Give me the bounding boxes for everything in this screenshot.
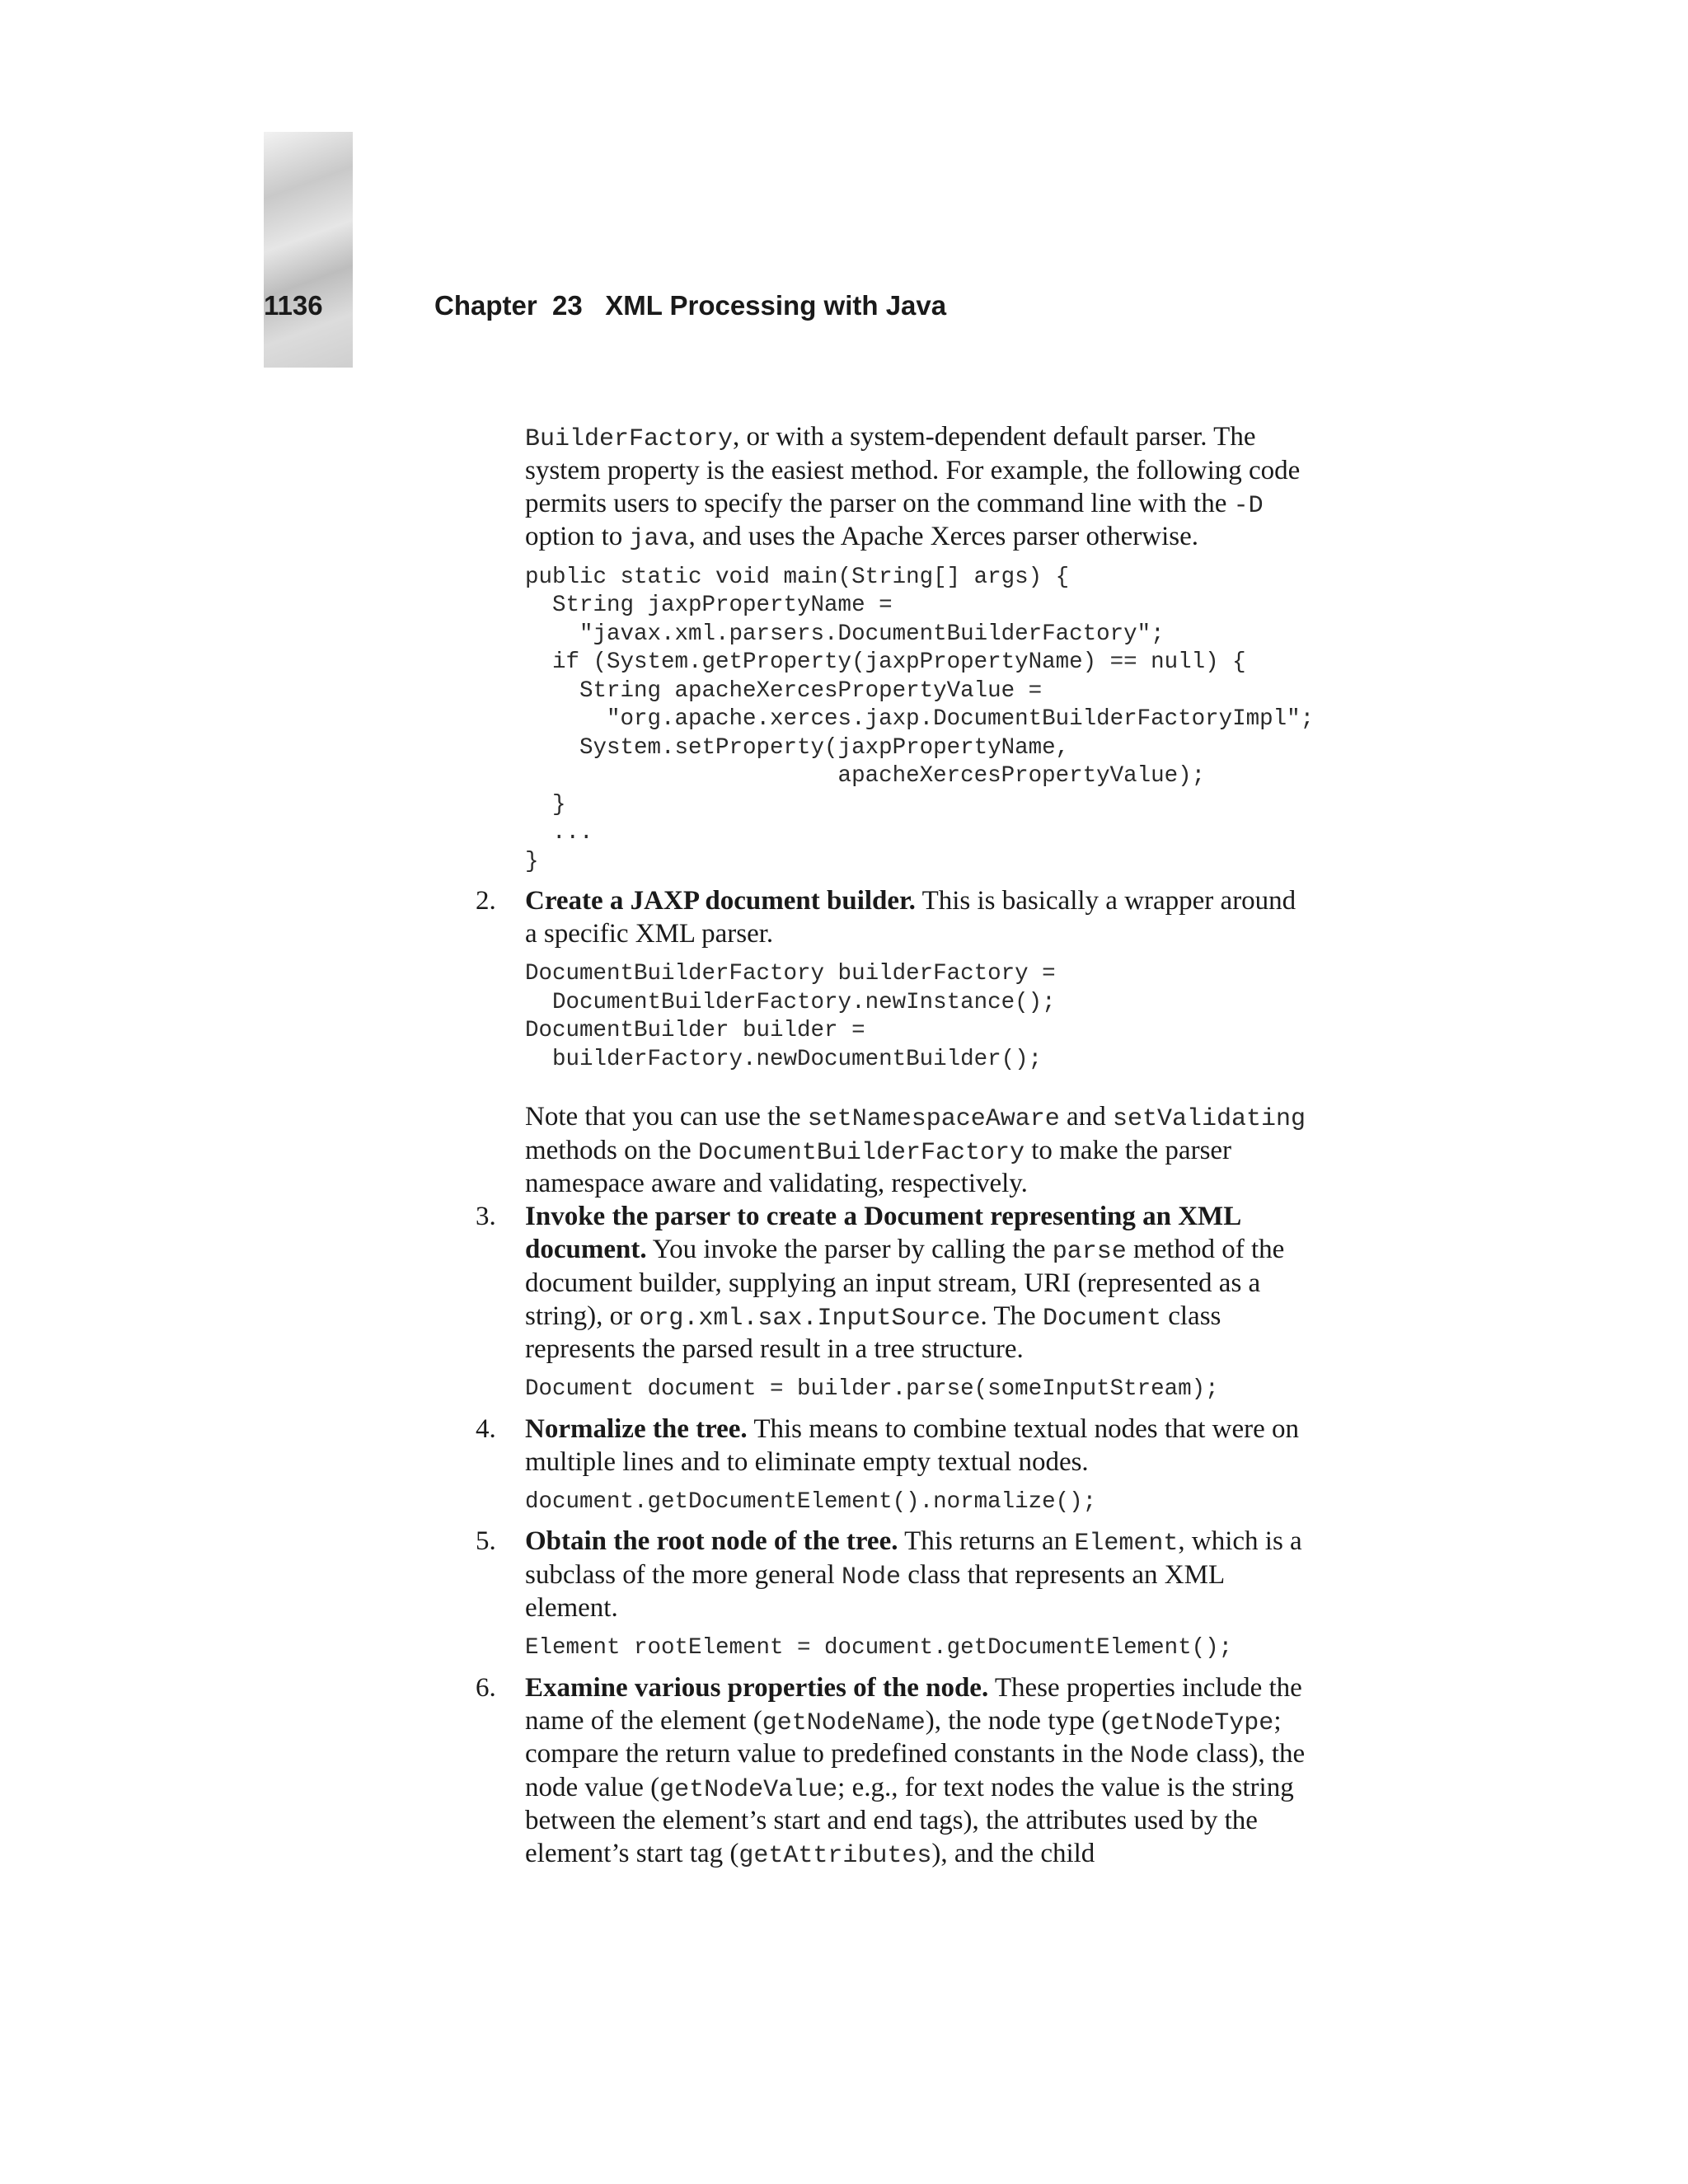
text-run: to make the parser namespace aware and validating, respectively. xyxy=(525,1135,1232,1198)
item-text xyxy=(525,1413,1308,1479)
text-run: ; compare the return value to predefined constants in the xyxy=(525,1705,1282,1769)
list-item-6 xyxy=(476,1671,1308,1871)
inline-code: -D xyxy=(1233,491,1264,520)
text-run: These properties include the name of the element ( xyxy=(525,1672,1302,1736)
code-block: Document document = builder.parse(someInputStream); xyxy=(525,1376,1219,1402)
item-number: 2. xyxy=(476,886,496,916)
page-number: 1136 xyxy=(264,290,323,321)
inline-code: DocumentBuilderFactory xyxy=(697,1138,1025,1167)
list-item-2 xyxy=(476,884,1308,1200)
item-text xyxy=(525,1525,1308,1624)
text-run: method of the document builder, supplying an input stream, URI (represented as a string), or xyxy=(525,1235,1285,1331)
inline-code: Node xyxy=(841,1563,901,1591)
chapter-thumb-tab xyxy=(264,132,353,368)
text-run: methods on the xyxy=(525,1135,698,1165)
inline-code: getNodeValue xyxy=(659,1775,838,1804)
inline-code: parse xyxy=(1052,1238,1127,1266)
text-run: class represents the parsed result in a tree structure. xyxy=(525,1301,1221,1364)
item-text xyxy=(525,1671,1308,1871)
inline-code: setNamespaceAware xyxy=(807,1105,1060,1133)
text-run: This returns an xyxy=(898,1526,1075,1556)
inline-code: getAttributes xyxy=(738,1842,932,1870)
text-run: ), and the child xyxy=(931,1839,1095,1868)
text-run: You invoke the parser by calling the xyxy=(646,1235,1053,1264)
text-run: , and uses the Apache Xerces parser otherwise. xyxy=(688,522,1199,551)
inline-code: Element xyxy=(1074,1530,1179,1558)
text-run: class that represents an XML element. xyxy=(525,1559,1224,1623)
text-run: ), the node type ( xyxy=(925,1705,1111,1736)
text-run: , which is a subclass of the more general xyxy=(525,1526,1302,1590)
item-lead: Create a JAXP document builder. xyxy=(525,886,916,916)
list-item-3 xyxy=(476,1200,1308,1404)
text-run: This means to combine textual nodes that were on multiple lines and to eliminate empty textual nodes. xyxy=(525,1413,1299,1477)
inline-code: getNodeName xyxy=(762,1708,926,1737)
inline-code: Document xyxy=(1042,1304,1161,1333)
inline-code: org.xml.sax.InputSource xyxy=(639,1304,981,1333)
code-block-main: public static void main(String[] args) { String jaxpPropertyName = "javax.xml.parsers.DocumentBuilderFactory"; if (System.getProperty(jaxpPropertyName) == null) { String apacheXercesPropertyValue = "org.apache.xerces.jaxp.DocumentBuilderFactoryImpl"; System.setProperty(jaxpPropertyName, apacheXercesPropertyValue); } ... } xyxy=(525,564,1315,874)
intro-paragraph xyxy=(525,420,1308,554)
item-lead: Obtain the root node of the tree. xyxy=(525,1526,898,1556)
item-lead: Invoke the parser to create a Document representing an XML document. xyxy=(525,1202,1240,1264)
text-run: class), the node value ( xyxy=(525,1739,1306,1802)
item-text xyxy=(525,1200,1308,1366)
page-body xyxy=(476,420,1315,1871)
text-run: Note that you can use the xyxy=(525,1102,808,1132)
list-item-4 xyxy=(476,1413,1308,1517)
inline-code: Node xyxy=(1129,1742,1189,1770)
code-block: document.getDocumentElement().normalize(); xyxy=(525,1488,1097,1515)
item-lead: Normalize the tree. xyxy=(525,1413,748,1444)
item-number: 3. xyxy=(476,1202,496,1231)
text-run: . The xyxy=(980,1301,1043,1331)
inline-code: java xyxy=(629,525,689,553)
item-lead: Examine various properties of the node. xyxy=(525,1672,989,1703)
running-head: Chapter 23 XML Processing with Java xyxy=(434,290,947,321)
inline-code: setValidating xyxy=(1112,1105,1306,1133)
code-block: DocumentBuilderFactory builderFactory = DocumentBuilderFactory.newInstance(); DocumentBuilder builder = builderFactory.newDocumentBuilder(); xyxy=(525,961,1056,1072)
inline-code: BuilderFactory xyxy=(525,425,734,453)
note-paragraph xyxy=(525,1100,1308,1200)
item-text xyxy=(525,884,1308,950)
item-number: 4. xyxy=(476,1413,496,1444)
item-number: 6. xyxy=(476,1672,496,1703)
text-run: and xyxy=(1059,1102,1113,1132)
text-run: , or with a system-dependent default parser. The system property is the easiest method. For example, the following code permits users to specify the parser on the command line with the xyxy=(525,422,1301,518)
list-item-5 xyxy=(476,1525,1308,1663)
text-run: ; e.g., for text nodes the value is the string between the element’s start and end tags), the attributes used by the element’s start tag ( xyxy=(525,1772,1294,1868)
item-number: 5. xyxy=(476,1526,496,1556)
code-block: Element rootElement = document.getDocumentElement(); xyxy=(525,1635,1233,1661)
inline-code: getNodeType xyxy=(1110,1708,1274,1737)
text-run: option to xyxy=(525,522,630,551)
text-run: This is basically a wrapper around a specific XML parser. xyxy=(525,886,1296,949)
